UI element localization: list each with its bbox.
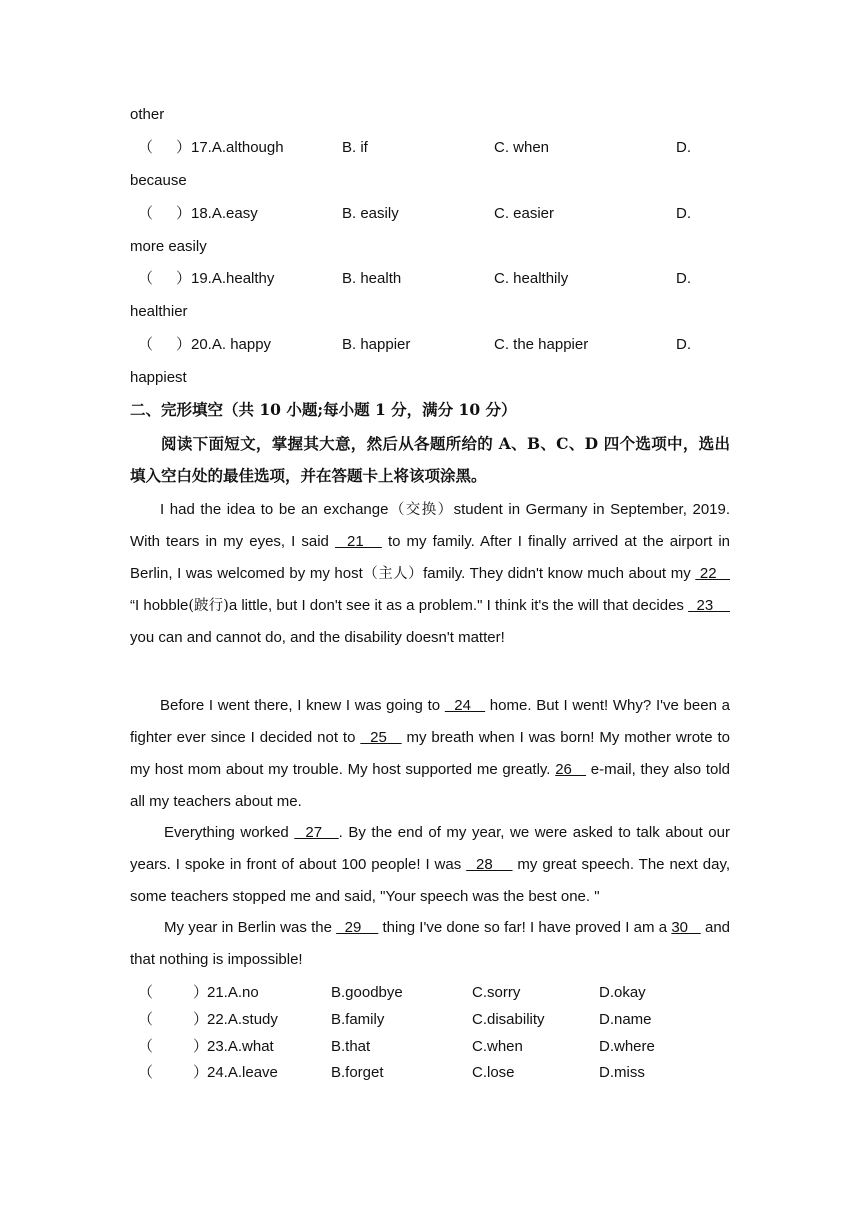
question-row-18 <box>130 204 730 224</box>
blank-25: 25 <box>360 729 402 746</box>
blank-27: 27 <box>294 824 339 841</box>
wrapped-option-text: other <box>130 106 165 123</box>
blank-24: 24 <box>444 697 486 714</box>
answer-paren-open: （ <box>138 205 154 222</box>
answer-paren-open: （ <box>138 1064 154 1081</box>
option-d: D.okay <box>599 984 646 1001</box>
passage-paragraph-2 <box>130 690 730 818</box>
passage-text: Everything worked <box>164 824 295 841</box>
passage-text: a little, but I don't see it as a problem." I think it's the will that decides <box>228 597 689 614</box>
option-c: C.disability <box>472 1011 545 1028</box>
passage-text: “I hobble <box>130 597 189 614</box>
answer-paren-close: ） <box>176 205 192 222</box>
question-row-20 <box>130 335 730 355</box>
cloze-option-row-24 <box>130 1063 730 1083</box>
option-a: 17.A.although <box>191 139 284 156</box>
option-b: B.forget <box>331 1064 384 1081</box>
passage-text: you can and cannot do, and the disability doesn't matter! <box>130 629 505 646</box>
answer-paren-close: ） <box>176 139 192 156</box>
option-d: D. <box>676 139 691 156</box>
passage-text: home. But I went! Why? I've been a fighter ever since I decided not to <box>130 697 730 746</box>
option-b: B. easily <box>342 205 399 222</box>
blank-30: 30 <box>671 919 701 936</box>
passage-paragraph-3 <box>130 817 730 913</box>
option-b: B. if <box>342 139 368 156</box>
option-b: B. happier <box>342 336 411 353</box>
option-d: D. <box>676 205 691 222</box>
passage-paragraph-4 <box>130 912 730 976</box>
chinese-gloss: (跛行) <box>188 598 229 614</box>
option-d-wrap: more easily <box>130 238 207 255</box>
option-a: 22.A.study <box>207 1011 278 1028</box>
passage-text: My year in Berlin was the <box>164 919 337 936</box>
option-d-wrap: healthier <box>130 303 188 320</box>
passage-text: Before I went there, I knew I was going to <box>160 697 445 714</box>
blank-23: 23 <box>688 597 730 614</box>
blank-21: 21 <box>334 533 382 550</box>
cloze-option-row-22 <box>130 1010 730 1030</box>
question-row-19 <box>130 269 730 289</box>
option-a: 21.A.no <box>207 984 259 1001</box>
answer-paren-open: （ <box>138 1038 154 1055</box>
blank-29: 29 <box>336 919 379 936</box>
blank-22: 22 <box>695 565 731 582</box>
option-a: 18.A.easy <box>191 205 258 222</box>
passage-text: thing I've done so far! I have proved I am a <box>378 919 672 936</box>
option-c: C.sorry <box>472 984 521 1001</box>
answer-paren-close: ） <box>176 270 192 287</box>
option-d: D.miss <box>599 1064 645 1081</box>
answer-paren-open: （ <box>138 984 154 1001</box>
passage-text: family. They didn't know much about my <box>423 565 696 582</box>
option-d: D.where <box>599 1038 655 1055</box>
option-a: 20.A. happy <box>191 336 272 353</box>
passage-text: my great speech. The next day, some teachers stopped me and said, "Your speech was the best one. " <box>130 856 730 905</box>
option-a: 24.A.leave <box>207 1064 278 1081</box>
passage-text: my breath when I was born! My mother wrote to my host mom about my trouble. My host supported me greatly. <box>130 729 730 778</box>
cloze-option-row-23 <box>130 1037 730 1057</box>
passage-text: e-mail, they also told all my teachers about me. <box>130 761 731 810</box>
section-title: 二、完形填空（共 10 小题;每小题 1 分，满分 10 分） <box>130 400 517 419</box>
option-d: D.name <box>599 1011 652 1028</box>
answer-paren-close: ） <box>193 1064 209 1081</box>
blank-28: 28 <box>466 856 513 873</box>
passage-text: to my family. After I finally arrived at the airport in Berlin, I was welcomed by my host <box>130 533 730 582</box>
passage-text: I had the idea to be an exchange <box>160 501 389 518</box>
answer-paren-open: （ <box>138 139 154 156</box>
option-b: B.family <box>331 1011 385 1028</box>
cloze-option-row-21 <box>130 983 730 1003</box>
answer-paren-close: ） <box>193 984 209 1001</box>
option-b: B. health <box>342 270 402 287</box>
answer-paren-close: ） <box>193 1011 209 1028</box>
option-c: C. healthily <box>494 270 569 287</box>
option-c: C. easier <box>494 205 555 222</box>
answer-paren-close: ） <box>193 1038 209 1055</box>
passage-paragraph-1 <box>130 494 730 654</box>
option-a: 23.A.what <box>207 1038 274 1055</box>
option-c: C.lose <box>472 1064 515 1081</box>
answer-paren-open: （ <box>138 336 154 353</box>
option-c: C.when <box>472 1038 523 1055</box>
blank-26: 26 <box>555 761 587 778</box>
chinese-gloss: （交换） <box>388 502 454 518</box>
option-a: 19.A.healthy <box>191 270 275 287</box>
option-c: C. when <box>494 139 550 156</box>
answer-paren-open: （ <box>138 1011 154 1028</box>
passage-text: student in Germany in September, 2019. With tears in my eyes, I said <box>130 501 731 550</box>
option-b: B.that <box>331 1038 371 1055</box>
answer-paren-close: ） <box>176 336 192 353</box>
option-b: B.goodbye <box>331 984 403 1001</box>
passage-text: and that nothing is impossible! <box>130 919 730 968</box>
option-c: C. the happier <box>494 336 589 353</box>
option-d-wrap: because <box>130 172 187 189</box>
passage-text: . By the end of my year, we were asked to talk about our years. I spoke in front of about 100 people! I was <box>130 824 730 873</box>
option-d: D. <box>676 270 691 287</box>
section-instructions: 阅读下面短文，掌握其大意，然后从各题所给的 A、B、C、D 四个选项中，选出填入空白处的最佳选项，并在答题卡上将该项涂黑。 <box>130 434 730 485</box>
answer-paren-open: （ <box>138 270 154 287</box>
option-d-wrap: happiest <box>130 369 187 386</box>
chinese-gloss: （主人） <box>362 566 424 582</box>
option-d: D. <box>676 336 691 353</box>
question-row-17 <box>130 138 730 158</box>
